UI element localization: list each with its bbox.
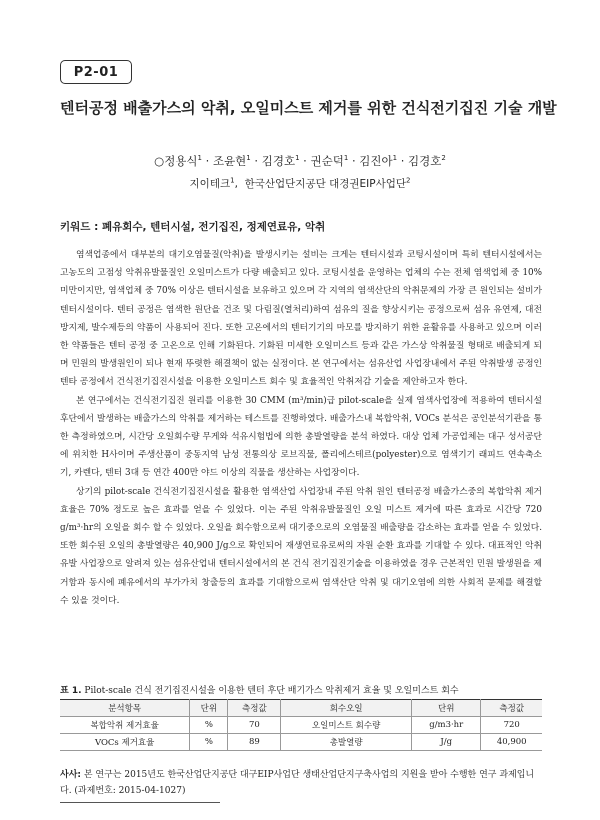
author-separator: ·	[250, 154, 262, 168]
table-cell: 복합악취 제거효율	[60, 717, 190, 734]
author-name: 정용식	[164, 154, 198, 168]
table-header-cell: 단위	[411, 700, 480, 717]
acknowledgement-label: 사사:	[60, 770, 81, 780]
table-row	[60, 717, 542, 734]
results-table	[60, 699, 542, 751]
affiliation-1: 지이테크	[189, 178, 231, 190]
affiliation-2: 한국산업단지공단 대경권EIP사업단	[244, 178, 406, 190]
paper-title: 텐터공정 배출가스의 악취, 오일미스트 제거를 위한 건식전기집진 기술 개발	[60, 99, 557, 117]
author-affil-sup: 2	[441, 154, 446, 163]
acknowledgement	[60, 767, 542, 799]
table-cell: g/m3·hr	[411, 717, 480, 734]
affiliation-1-sup: 1	[230, 176, 235, 185]
author-affil-sup: 1	[246, 154, 251, 163]
abstract-body	[60, 246, 542, 610]
author-list	[0, 153, 600, 169]
table-cell: J/g	[411, 734, 480, 751]
affiliation-2-sup: 2	[406, 176, 411, 185]
author-separator: ·	[397, 154, 409, 168]
author-affil-sup: 1	[392, 154, 398, 163]
table-header-cell: 측정값	[481, 700, 542, 717]
table-header-cell: 분석항목	[60, 700, 190, 717]
table-row	[60, 734, 542, 751]
table-header-cell: 단위	[190, 700, 228, 717]
table-cell: 총발열량	[281, 734, 412, 751]
author-name: 김진아	[359, 154, 393, 168]
author-separator: ·	[348, 154, 360, 168]
paper-code: P2-01	[73, 64, 119, 80]
keywords: 키워드 : 폐유회수, 텐터시설, 전기집진, 정제연료유, 악취	[60, 221, 326, 233]
author-name: 조윤현	[212, 154, 247, 168]
author-affil-sup: 1	[197, 154, 202, 163]
author-name: 김경호	[408, 154, 442, 168]
table-header-row	[60, 700, 542, 717]
table-cell: VOCs 제거효율	[60, 734, 190, 751]
author-name: 김경호	[261, 154, 296, 168]
table-caption-text: Pilot-scale 건식 전기집진시설을 이용한 텐터 후단 배기가스 악취제거 효율 및 오일미스트 회수	[84, 686, 459, 696]
table-cell: %	[190, 734, 228, 751]
footnote-divider	[60, 802, 220, 803]
author-separator: ·	[299, 154, 311, 168]
table-cell: 720	[481, 717, 542, 734]
table-header-cell: 회수오일	[281, 700, 412, 717]
table-cell: 89	[228, 734, 281, 751]
table-header-cell: 측정값	[228, 700, 281, 717]
author-affil-sup: 1	[343, 154, 349, 163]
table-caption	[60, 683, 542, 696]
author-affil-sup: 1	[295, 154, 300, 163]
table-cell: 70	[228, 717, 281, 734]
author-name: 권순덕	[310, 154, 344, 168]
table-cell: 40,900	[481, 734, 542, 751]
table-label: 표 1.	[60, 686, 82, 696]
presenter-mark: ○	[154, 154, 165, 168]
body-paragraph: 상기의 pilot-scale 건식전기집진시설을 활용한 염색산업 사업장내 주된 악취 원인 텐터공정 배출가스중의 복합악취 제거효율은 70% 정도로 높은 효과를 얻을 수 있었다. 이는 주된 악취유발물질인 오일 미스트 제거에 따른 효과로 시간당 720 g/m³·hr의 오일을 회수 할 수 있었다. 오일을 회수함으로써 대기중으로의 오염물질 배출량을 감소하는 효과를 얻을 수 있었다. 또한 회수된 오일의 총발열량은 40,900 J/g으로 확인되어 재생연료유로써의 자원 순환 효과를 기대할 수 있다. 대표적인 악취유발 사업장으로 알려져 있는 섬유산업내 텐터시설에서의 본 건식 전기집진기술을 이용하였을 경우 근본적인 민원 발생원을 제거함과 동시에 폐유에서의 부가가치 창출등의 효과를 기대함으로써 염색산단 악취 및 대기오염에 의한 사회적 문제를 해결할 수 있을 것이다.	[60, 486, 542, 606]
table-cell: %	[190, 717, 228, 734]
acknowledgement-text: 본 연구는 2015년도 한국산업단지공단 대구EIP사업단 생태산업단지구축사업의 지원을 받아 수행한 연구 과제입니다. (과제번호: 2015-04-1027)	[60, 770, 535, 796]
affiliation-line: 지이테크$^1$, 한국산업단지공단 대경권EIP사업단$^2$	[189, 176, 411, 190]
body-paragraph: 본 연구에서는 건식전기집진 원리를 이용한 30 CMM (m³/min)급 pilot-scale을 실제 염색사업장에 적용하여 텐터시설 후단에서 발생하는 배출가스의 악취를 제거하는 테스트를 진행하였다. 배출가스내 복합악취, VOCs 분석은 공인분석기관을 통한 측정하였으며, 시간당 오일회수량 무게와 석유시험법에 의한 총발열량을 분석 하였다. 대상 업체 가공업체는 대구 성서공단에 위치한 H사이며 주생산품이 중동지역 남성 전통의상 로브직물, 폴리에스테르(polyester)으로 염색기기 래피드 연속축소기, 카렌다, 텐터 3대 등 연간 400만 야드 이상의 직물을 생산하는 사업장이다.	[60, 395, 542, 479]
table-cell: 오일미스트 회수량	[281, 717, 412, 734]
body-paragraph: 염색업종에서 대부분의 대기오염물질(악취)을 발생시키는 설비는 크게는 텐터시설과 코팅시설이며 특히 텐터시설에서는 고농도의 고점성 악취유발물질인 오일미스트가 다량 배출되고 있다. 코팅시설을 운영하는 업체의 수는 전체 염색업체 중 10% 미만이지만, 염색업체 중 70% 이상은 텐터시설을 보유하고 있으며 각 지역의 염색산단의 악취문제의 가장 큰 원인되는 설비가 텐터시설이다. 텐터 공정은 염색한 원단을 건조 및 다림질(열처리)하여 섬유의 질을 향상시키는 공정으로써 섬유 유연제, 대전방지제, 발수제등의 약품이 사용되어 진다. 또한 고온에서의 텐터기기의 마모를 방지하기 위한 윤활유를 사용하고 있으며 이러한 약품들은 텐터 공정 중 고온으로 인해 기화된다. 기화된 미세한 오일미스트 등과 같은 가스상 악취물질 형태로 배출되게 되며 민원의 발생원인이 되나 현재 뚜렷한 해결책이 없는 실정이다. 본 연구에서는 섬유산업 사업장내에서 주된 악취발생 공정인 텐타 공정에서 건식전기집진시설을 이용한 오일미스트 회수 및 효율적인 악취저감 기술을 제안하고자 한다.	[60, 250, 542, 388]
author-separator: ·	[202, 154, 213, 168]
paper-code-badge	[60, 60, 132, 84]
